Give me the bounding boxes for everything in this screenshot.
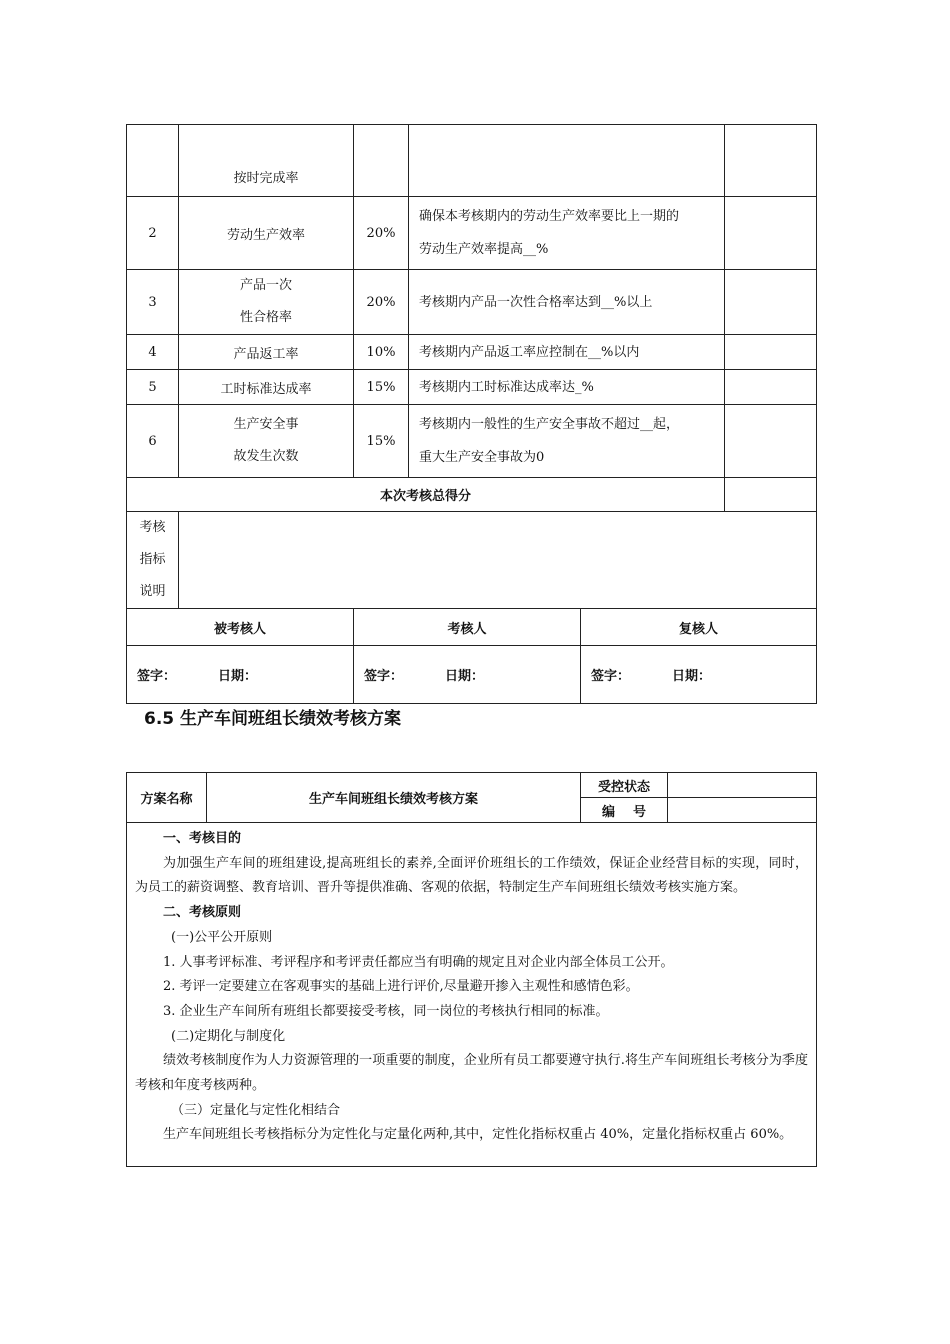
table-row — [127, 405, 817, 478]
row-number: 2 — [127, 197, 179, 270]
indicator-cell: 劳动生产效率 — [179, 197, 354, 270]
table-row — [127, 335, 817, 370]
reviewer-header: 考核人 — [354, 609, 581, 646]
sign-row — [127, 646, 817, 704]
total-row — [127, 478, 817, 512]
table-row — [127, 125, 817, 197]
notes-row — [127, 512, 817, 609]
score-cell[interactable] — [725, 270, 817, 335]
table-row — [127, 370, 817, 405]
plan-body — [127, 823, 817, 1167]
paragraph: 生产车间班组长考核指标分为定性化与定量化两种,其中，定性化指标权重占 40%，定量化指标权重占 60%。 — [163, 1127, 793, 1143]
indicator-cell: 工时标准达成率 — [179, 370, 354, 405]
row-number: 4 — [127, 335, 179, 370]
weight-cell: 20% — [354, 197, 409, 270]
notes-content[interactable] — [179, 512, 817, 609]
weight-cell: 15% — [354, 370, 409, 405]
weight-cell: 10% — [354, 335, 409, 370]
score-cell[interactable] — [725, 405, 817, 478]
indicator-cell: 产品一次 性合格率 — [179, 270, 354, 335]
indicator-cell: 生产安全事 故发生次数 — [179, 405, 354, 478]
heading-principles: 二、考核原则 — [163, 905, 242, 921]
weight-cell: 15% — [354, 405, 409, 478]
subheading: (一)公平公开原则 — [171, 929, 273, 945]
paragraph: 为加强生产车间的班组建设,提高班组长的素养,全面评价班组长的工作绩效，保证企业经营目标的实现，同时，为员工的薪资调整、教育培训、晋升等提供准确、客观的依据，特制定生产车间班组长绩效考核实施方案。 — [135, 855, 808, 896]
section-title: 6.5 生产车间班组长绩效考核方案 — [144, 709, 402, 729]
controlled-status-label: 受控状态 — [581, 773, 668, 798]
list-item: 1. 人事考评标准、考评程序和考评责任都应当有明确的规定且对企业内部全体员工公开。 — [163, 954, 674, 970]
score-cell[interactable] — [725, 197, 817, 270]
description-cell: 考核期内产品一次性合格率达到__%以上 — [409, 270, 725, 335]
heading-purpose: 一、考核目的 — [163, 831, 242, 846]
plan-table — [126, 772, 817, 1167]
description-cell: 考核期内产品返工率应控制在__%以内 — [409, 335, 725, 370]
list-item: 3. 企业生产车间所有班组长都要接受考核，同一岗位的考核执行相同的标准。 — [163, 1003, 609, 1019]
total-score-cell[interactable] — [725, 478, 817, 512]
row-number: 3 — [127, 270, 179, 335]
reviewee-sign-cell[interactable]: 签字： 日期： — [127, 646, 354, 704]
reviewee-header: 被考核人 — [127, 609, 354, 646]
paragraph: 绩效考核制度作为人力资源管理的一项重要的制度，企业所有员工都要遵守执行.将生产车间班组长考核分为季度考核和年度考核两种。 — [135, 1053, 808, 1094]
score-cell[interactable] — [725, 335, 817, 370]
reviewer-sign-cell[interactable]: 签字： 日期： — [354, 646, 581, 704]
score-cell[interactable] — [725, 370, 817, 405]
kpi-table — [126, 124, 817, 609]
table-row — [127, 270, 817, 335]
number-value[interactable] — [668, 798, 817, 823]
indicator-cell: 产品返工率 — [179, 335, 354, 370]
number-label: 编 号 — [581, 798, 668, 823]
plan-name-label: 方案名称 — [127, 773, 207, 823]
table-row — [127, 197, 817, 270]
row-number: 5 — [127, 370, 179, 405]
controlled-status-value[interactable] — [668, 773, 817, 798]
sign-header-row — [127, 609, 817, 646]
indicator-cell: 按时完成率 — [179, 125, 354, 197]
list-item: 2. 考评一定要建立在客观事实的基础上进行评价,尽量避开掺入主观性和感情色彩。 — [163, 979, 639, 995]
rechecker-sign-cell[interactable]: 签字： 日期： — [581, 646, 817, 704]
row-number: 6 — [127, 405, 179, 478]
signature-table — [126, 608, 817, 704]
total-score-label: 本次考核总得分 — [127, 478, 725, 512]
description-cell: 考核期内工时标准达成率达_% — [409, 370, 725, 405]
description-cell: 确保本考核期内的劳动生产效率要比上一期的 劳动生产效率提高__% — [409, 197, 725, 270]
subheading: (二)定期化与制度化 — [171, 1028, 286, 1044]
weight-cell: 20% — [354, 270, 409, 335]
notes-label: 考核 指标 说明 — [127, 512, 179, 609]
plan-name-value: 生产车间班组长绩效考核方案 — [207, 773, 581, 823]
description-cell: 考核期内一般性的生产安全事故不超过__起， 重大生产安全事故为0 — [409, 405, 725, 478]
subheading: （三）定量化与定性化相结合 — [171, 1102, 341, 1118]
rechecker-header: 复核人 — [581, 609, 817, 646]
